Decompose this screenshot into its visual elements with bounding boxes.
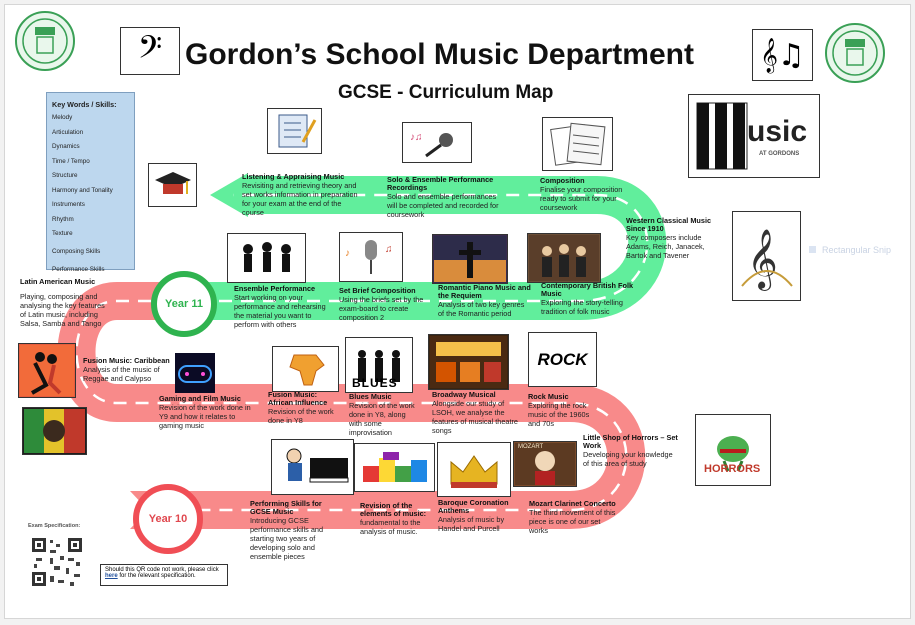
microphone-notes-icon — [343, 236, 399, 278]
logo-word: usic — [747, 115, 808, 148]
note-text-end: for the relevant specification. — [117, 573, 196, 579]
year11-marker: Year 11 — [151, 271, 217, 337]
qr-fallback-note — [100, 564, 228, 586]
unit-composition — [540, 177, 635, 212]
svg-text:♪: ♪ — [345, 248, 350, 259]
keyword-item: Melody — [52, 114, 73, 121]
unit-body: Revision of the work done in Y9 and how it relates to gaming music — [159, 403, 251, 431]
pianist-icon — [274, 442, 352, 492]
unit-body: Introducing GCSE performance skills and starting two years of developing solo and ensemble pieces — [250, 516, 324, 562]
unit-title: Performing Skills for GCSE Music — [250, 499, 322, 517]
broadway-lights-icon — [430, 336, 507, 388]
crown-image — [437, 442, 511, 497]
snip-tab-fragment — [809, 245, 891, 255]
gaming-controller-image — [175, 353, 215, 393]
unit-title: Solo & Ensemble Performance Recordings — [387, 175, 494, 193]
unit-title: Set Brief Composition — [339, 286, 416, 295]
unit-body: Key composers include Adams, Reich, Janacek, Bartok and Tavener — [626, 233, 705, 261]
piano-player-image — [271, 439, 354, 495]
unit-title: Ensemble Performance — [234, 284, 316, 293]
unit-title: Composition — [540, 176, 585, 185]
cross-sunset-icon — [434, 236, 506, 282]
unit-title: Rock Music — [528, 392, 569, 401]
unit-title: Little Shop of Horrors – Set Work — [583, 433, 678, 451]
unit-body: Revision of the work done in Y8 — [268, 407, 334, 426]
unit-setbrief — [339, 287, 429, 322]
svg-text:♫: ♫ — [385, 244, 393, 255]
music-notes-icon: 𝄞♫ — [760, 37, 805, 73]
music-notes-image — [752, 29, 813, 81]
unit-performing — [250, 500, 332, 562]
unit-body: Alongside our study of LSOH, we analyse the features of musical theatre songs — [432, 399, 518, 436]
crest-emblem-icon — [827, 25, 883, 81]
unit-title: Listening & Appraising Music — [242, 172, 345, 181]
unit-latin — [20, 278, 112, 328]
unit-title: Contemporary British Folk Music — [541, 282, 634, 299]
western-classical-image — [732, 211, 801, 301]
tango-image — [18, 343, 76, 398]
horrors-text: HORRORS — [704, 463, 761, 475]
page-title: Gordon’s School Music Department — [185, 38, 694, 71]
unit-body: fundamental to the analysis of music. — [360, 518, 421, 537]
unit-african — [268, 391, 342, 425]
microphone-icon — [406, 126, 468, 160]
unit-title: Blues Music — [349, 393, 392, 401]
keywords-panel — [46, 92, 135, 273]
unit-body: Finalise your composition ready to submit for your coursework — [540, 185, 623, 213]
unit-body: Analysis of music by Handel and Purcell — [438, 515, 505, 534]
unit-title: Mozart Clarinet Concerto — [529, 499, 616, 508]
svg-text:𝄞: 𝄞 — [746, 229, 778, 289]
school-crest-left — [15, 11, 75, 71]
set-brief-image — [339, 232, 403, 282]
folk-music-image — [527, 233, 601, 283]
unit-body: Revisiting and retrieving theory and set works information in preparation for your exam at the end of the course — [242, 181, 358, 218]
broadway-image — [428, 334, 509, 390]
tango-dancers-icon — [20, 345, 74, 396]
unit-body: The third movement of this piece is one of our set works — [529, 508, 616, 536]
folk-band-icon — [529, 235, 599, 281]
unit-title: Broadway Musical — [432, 391, 496, 399]
keyword-item: Dynamics — [52, 143, 80, 150]
crest-emblem-icon — [17, 13, 73, 69]
little-shop-image — [695, 414, 771, 486]
checklist-image — [267, 108, 322, 154]
unit-rock — [528, 393, 600, 428]
africa-icon — [276, 349, 336, 389]
unit-solo — [387, 176, 507, 219]
unit-body: Solo and ensemble performances will be completed and recorded for coursework — [387, 192, 499, 220]
unit-title: Baroque Coronation Anthems — [438, 498, 509, 516]
game-controller-icon — [176, 358, 214, 388]
ensemble-image — [227, 233, 306, 283]
keyword-item: Time / Tempo — [52, 157, 90, 165]
logo-subtext: AT GORDONS — [759, 151, 800, 157]
unit-title: Romantic Piano Music and the Requiem — [438, 284, 531, 301]
exam-spec-label: Exam Specification: — [28, 523, 81, 529]
sheet-music-icon — [547, 121, 609, 167]
document-page — [4, 4, 911, 619]
unit-caribbean — [83, 357, 173, 383]
rock-image — [528, 332, 597, 387]
rock-image-text: ROCK — [537, 349, 588, 369]
unit-body: Analysis of two key genres of the Romantic period — [438, 300, 525, 319]
band-silhouette-icon — [232, 237, 302, 279]
unit-british — [541, 282, 636, 326]
note-text-start: Should this QR code not work, please click — [105, 567, 219, 573]
blues-image-text: BLUES — [352, 376, 398, 390]
graduation-cap-icon — [153, 168, 193, 202]
svg-text:♪♫: ♪♫ — [410, 131, 423, 143]
unit-mozart — [529, 500, 621, 535]
treble-clef-art-icon — [737, 216, 797, 296]
keyword-item: Rhythm — [52, 215, 74, 223]
unit-baroque — [438, 499, 522, 533]
keyword-item: Structure — [52, 172, 78, 179]
unit-ensemble — [234, 285, 330, 329]
unit-title: Western Classical Music Since 1910 — [626, 216, 712, 234]
reggae-portrait-icon — [24, 409, 85, 453]
unit-body: Using the briefs set by the exam-board to create composition 2 — [339, 295, 424, 323]
keyword-item: Composing Skills — [52, 248, 101, 255]
snip-tab-label: Rectangular Snip — [822, 245, 892, 255]
bass-clef-image — [120, 27, 180, 75]
sheet-music-image — [542, 117, 613, 171]
unit-body: Exploring the rock music of the 1960s and 70s — [528, 401, 590, 429]
reggae-image — [22, 407, 87, 455]
year10-marker: Year 10 — [133, 484, 203, 554]
unit-title: Fusion Music: African Influence — [268, 390, 328, 408]
blues-image — [345, 337, 413, 393]
crown-icon — [441, 446, 507, 494]
unit-body: Revision of the work done in Y8, along with some improvisation — [349, 401, 415, 438]
unit-body: Playing, composing and analysing the key features of Latin music, including Salsa, Samba and Tango — [20, 292, 105, 329]
unit-gaming — [159, 395, 253, 430]
keyword-item: Instruments — [52, 201, 85, 208]
page-subtitle: GCSE - Curriculum Map — [338, 82, 554, 103]
unit-western — [626, 217, 722, 260]
building-blocks-image — [354, 443, 435, 492]
unit-title: Gaming and Film Music — [159, 394, 241, 403]
qr-code[interactable] — [30, 536, 84, 588]
mozart-image — [513, 441, 577, 487]
unit-title: Latin American Music — [20, 277, 96, 286]
keyword-item: Harmony and Tonality — [52, 186, 113, 194]
africa-map-image — [272, 346, 339, 392]
unit-broadway — [432, 391, 520, 437]
keywords-heading: Key Words / Skills: — [52, 100, 117, 109]
keyword-item: Texture — [52, 230, 73, 237]
specification-link[interactable]: here — [105, 573, 118, 579]
unit-blues — [349, 393, 419, 439]
blocks-icon — [357, 446, 432, 490]
keyword-item: Articulation — [52, 128, 84, 136]
unit-body: Developing your knowledge of this area of study — [583, 450, 673, 469]
music-at-gordons-logo — [688, 94, 820, 178]
graduation-cap-image — [148, 163, 197, 207]
keyword-item: Performance Skills — [52, 266, 105, 273]
unit-body: Start working on your performance and rehearsing the material you want to perform with others — [234, 293, 326, 330]
microphone-image — [402, 122, 472, 163]
unit-littleshop — [583, 434, 679, 468]
unit-title: Fusion Music: Caribbean — [83, 356, 170, 365]
unit-body: Exploring the story-telling tradition of folk music — [541, 298, 623, 317]
checklist-icon — [273, 112, 317, 150]
school-crest-right — [825, 23, 885, 83]
unit-romantic — [438, 284, 532, 328]
mozart-plaque-text: MOZART — [518, 444, 544, 450]
unit-body: Analysis of the music of Reggae and Calypso — [83, 365, 160, 384]
snip-icon — [809, 246, 816, 253]
unit-listening — [242, 173, 360, 217]
qr-code-icon — [30, 536, 84, 588]
unit-title: Revision of the elements of music: — [360, 501, 427, 519]
requiem-cross-image — [432, 234, 508, 284]
bass-clef-icon: 𝄢 — [137, 29, 163, 73]
unit-elements — [360, 502, 436, 536]
